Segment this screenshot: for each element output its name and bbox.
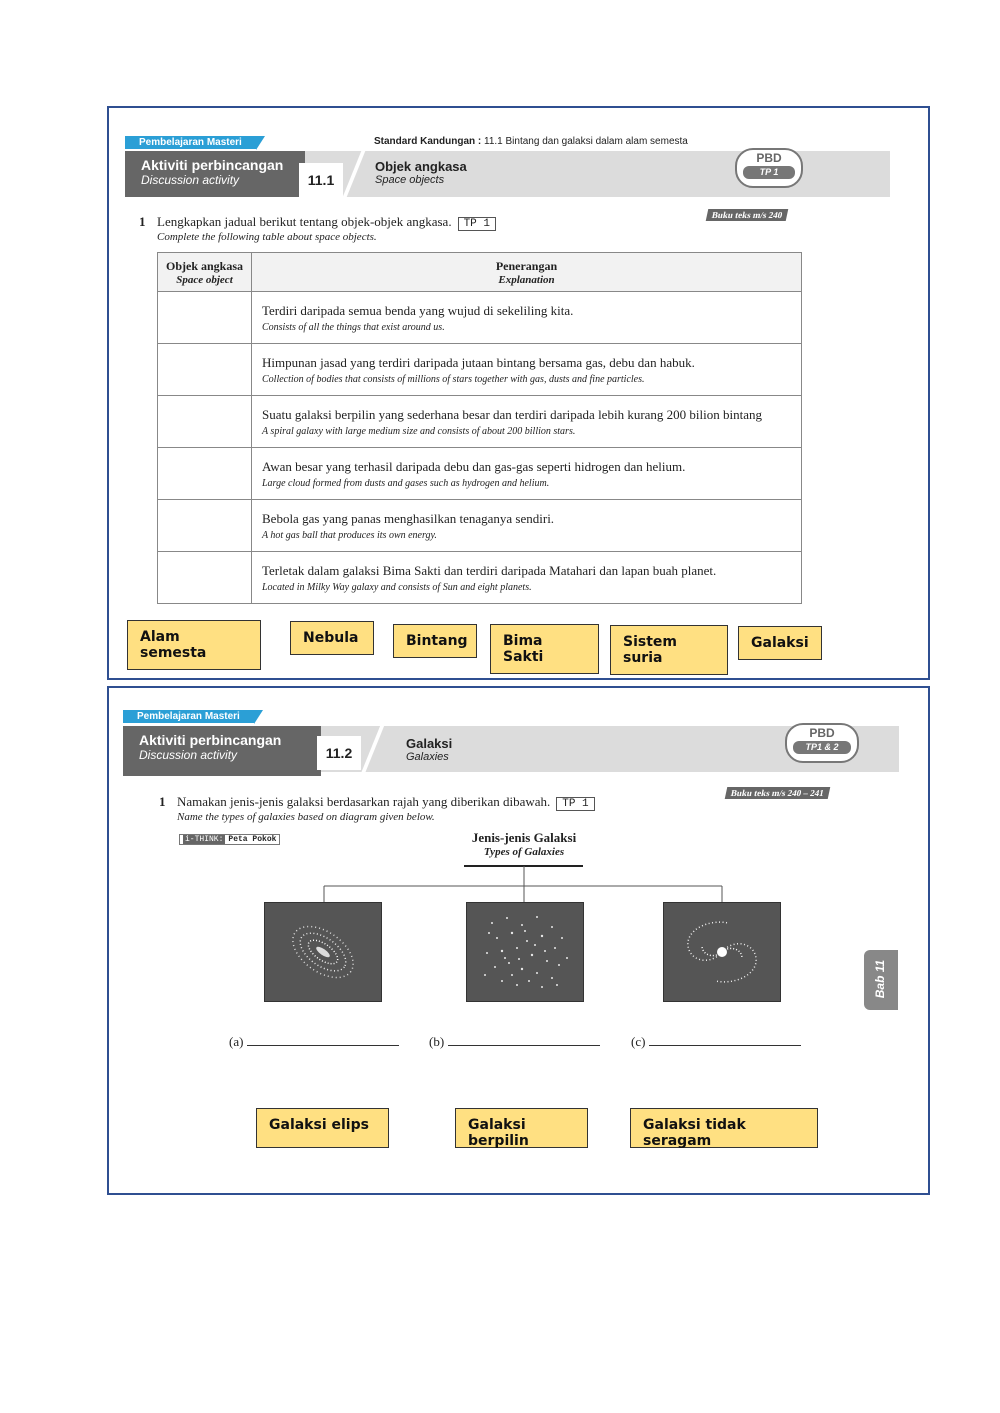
textbook-ref: Buku teks m/s 240 – 241 [725, 787, 830, 799]
topic-heading [375, 159, 467, 186]
explanation-cell [252, 448, 802, 500]
answer-drop-zone-4[interactable] [158, 448, 252, 500]
elliptical-galaxy-image [264, 902, 382, 1002]
answer-chip-galaksi[interactable]: Galaksi [738, 626, 822, 660]
answer-blank-b[interactable] [429, 1033, 600, 1050]
answer-chip-bintang[interactable]: Bintang [393, 624, 477, 658]
table-row [158, 396, 802, 448]
section-tag: Pembelajaran Masteri [123, 710, 254, 723]
explanation-ms: Terletak dalam galaksi Bima Sakti dan terdiri daripada Matahari dan lapan buah planet. [262, 562, 717, 578]
topic-subtitle: Galaxies [406, 751, 449, 763]
table-row [158, 344, 802, 396]
question-translation: Name the types of galaxies based on diagram given below. [177, 811, 435, 823]
blank-label-b: (b) [429, 1034, 445, 1049]
answer-chip-galaksi-elips[interactable]: Galaksi elips [256, 1108, 389, 1148]
explanation-cell [252, 396, 802, 448]
explanation-en: Located in Milky Way galaxy and consists of Sun and eight planets. [262, 581, 532, 593]
answer-drop-zone-6[interactable] [158, 552, 252, 604]
table-row [158, 292, 802, 344]
question-translation: Complete the following table about space objects. [157, 231, 377, 243]
col1-header-en: Space object [176, 273, 233, 286]
table-row [158, 500, 802, 552]
question-1 [139, 214, 496, 243]
table-row [158, 448, 802, 500]
table-row [158, 552, 802, 604]
activity-header [125, 151, 305, 197]
explanation-ms: Bebola gas yang panas menghasilkan tenaganya sendiri. [262, 510, 555, 526]
answer-blank-c[interactable] [631, 1033, 801, 1050]
activity-subtitle: Discussion activity [139, 748, 238, 762]
activity-title: Aktiviti perbincangan [139, 732, 282, 748]
tree-title: Jenis-jenis Galaksi [471, 830, 577, 845]
blank-label-c: (c) [631, 1034, 646, 1049]
explanation-en: A hot gas ball that produces its own energy. [262, 529, 437, 541]
standard-label: Standard Kandungan : [374, 136, 482, 147]
answer-chip-galaksi-tidak-seragam[interactable]: Galaksi tidak seragam [630, 1108, 818, 1148]
answer-drop-zone-1[interactable] [158, 292, 252, 344]
question-number: 1 [159, 794, 166, 809]
question-text: Namakan jenis-jenis galaksi berdasarkan rajah yang diberikan dibawah. [177, 794, 551, 809]
pbd-title: PBD [756, 151, 782, 165]
question-tp: TP 1 [556, 797, 594, 811]
spiral-galaxy-image [663, 902, 781, 1002]
activity-number: 11.1 [299, 163, 343, 197]
irregular-galaxy-image [466, 902, 584, 1002]
explanation-ms: Suatu galaksi berpilin yang sederhana besar dan terdiri daripada lebih kurang 200 bilion bintang [262, 406, 762, 422]
blank-label-a: (a) [229, 1034, 244, 1049]
panel-space-objects [107, 106, 930, 680]
explanation-en: A spiral galaxy with large medium size and consists of about 200 billion stars. [262, 425, 576, 437]
explanation-cell [252, 292, 802, 344]
explanation-cell [252, 344, 802, 396]
table-header-row [158, 253, 802, 292]
panel-galaxies [107, 686, 930, 1195]
explanation-cell [252, 552, 802, 604]
answer-chip-alam-semesta[interactable]: Alam semesta [127, 620, 261, 670]
question-number: 1 [139, 214, 146, 229]
answer-chip-bima-sakti[interactable]: Bima Sakti [490, 624, 599, 674]
explanation-en: Collection of bodies that consists of millions of stars together with gas, dusts and fine particles. [262, 373, 645, 385]
answer-chip-sistem-suria[interactable]: Sistem suria [610, 625, 728, 675]
topic-subtitle: Space objects [375, 174, 445, 186]
explanation-en: Large cloud formed from dusts and gases such as hydrogen and helium. [262, 477, 550, 489]
col2-header-en: Explanation [498, 273, 555, 286]
textbook-ref: Buku teks m/s 240 [706, 209, 789, 221]
pbd-title: PBD [809, 726, 835, 740]
activity-title: Aktiviti perbincangan [141, 157, 284, 173]
standard-text: 11.1 Bintang dan galaksi dalam alam semesta [484, 136, 688, 147]
question-text: Lengkapkan jadual berikut tentang objek-objek angkasa. [157, 214, 452, 229]
col1-header: Objek angkasa [165, 258, 244, 273]
explanation-ms: Awan besar yang terhasil daripada debu dan gas-gas seperti hidrogen dan helium. [262, 458, 686, 474]
answer-drop-zone-5[interactable] [158, 500, 252, 552]
explanation-ms: Himpunan jasad yang terdiri daripada jutaan bintang bersama gas, debu dan habuk. [262, 354, 695, 370]
chapter-side-tab [864, 950, 898, 1010]
section-tag: Pembelajaran Masteri [125, 136, 256, 149]
ithink-prefix: i-THINK: [185, 835, 224, 844]
explanation-cell [252, 500, 802, 552]
topic-title: Galaksi [406, 736, 453, 751]
col-header-object [158, 253, 252, 292]
explanation-en: Consists of all the things that exist around us. [262, 321, 445, 333]
tree-title-en: Types of Galaxies [483, 846, 565, 858]
explanation-ms: Terdiri daripada semua benda yang wujud di sekeliling kita. [262, 302, 574, 318]
answer-blank-a[interactable] [229, 1033, 399, 1050]
ithink-map: Peta Pokok [228, 835, 277, 844]
chapter-label: Bab 11 [873, 959, 887, 999]
col-header-explanation [252, 253, 802, 292]
pbd-badge [735, 148, 803, 188]
question-tp: TP 1 [458, 217, 496, 231]
col2-header: Penerangan [495, 258, 558, 273]
pbd-level: TP1 & 2 [793, 741, 851, 754]
answer-chip-galaksi-berpilin[interactable]: Galaksi berpilin [455, 1108, 588, 1148]
answer-chip-nebula[interactable]: Nebula [290, 621, 374, 655]
pbd-level: TP 1 [743, 166, 795, 179]
topic-title: Objek angkasa [375, 159, 467, 174]
activity-subtitle: Discussion activity [141, 173, 240, 187]
space-objects-table [157, 252, 802, 604]
standard-kandungan [374, 136, 688, 147]
activity-number: 11.2 [317, 736, 361, 770]
answer-drop-zone-2[interactable] [158, 344, 252, 396]
answer-drop-zone-3[interactable] [158, 396, 252, 448]
